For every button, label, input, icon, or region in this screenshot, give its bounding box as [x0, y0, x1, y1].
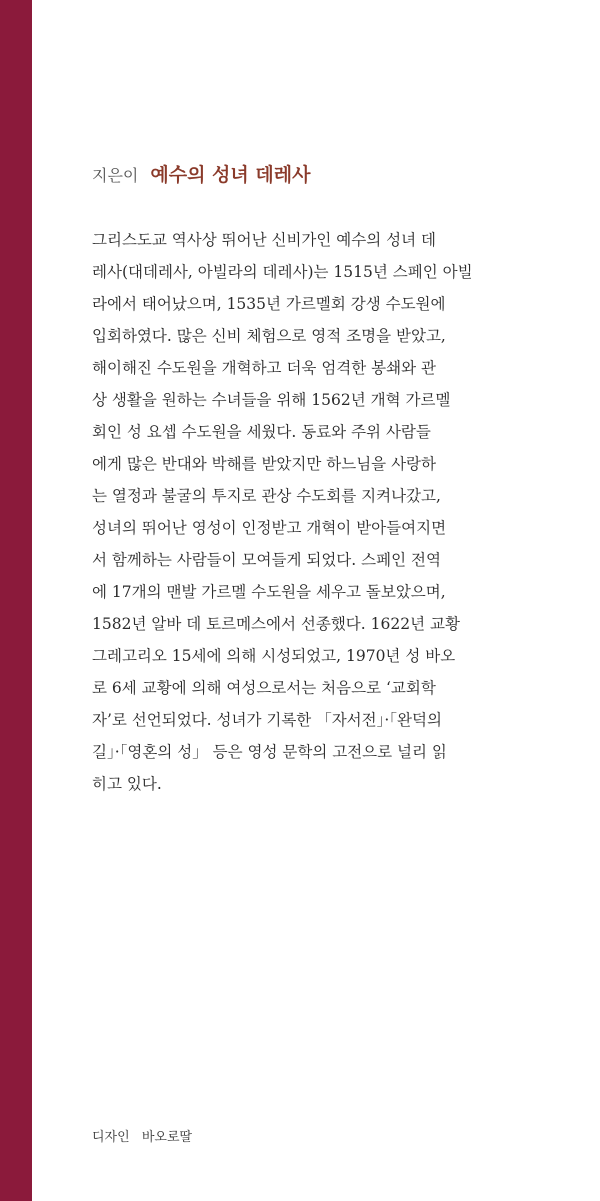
bio-line: 그레고리오 15세에 의해 시성되었고, 1970년 성 바오 [92, 647, 456, 665]
bio-line: 는 열정과 불굴의 투지로 관상 수도회를 지켜나갔고, [92, 487, 441, 505]
design-credit [92, 1126, 192, 1145]
bio-line: 길」·「영혼의 성」 등은 영성 문학의 고전으로 널리 읽 [92, 743, 447, 761]
bio-line: 상 생활을 원하는 수녀들을 위해 1562년 개혁 가르멜 [92, 391, 451, 409]
design-credit-label: 디자인 [92, 1130, 130, 1145]
bio-line: 입회하였다. 많은 신비 체험으로 영적 조명을 받았고, [92, 327, 446, 345]
bio-line: 로 6세 교황에 의해 여성으로서는 처음으로 ‘교회학 [92, 679, 436, 697]
design-credit-name: 바오로딸 [141, 1130, 193, 1145]
author-name: 예수의 성녀 데레사 [150, 164, 311, 186]
bio-line: 자’로 선언되었다. 성녀가 기록한 「자서전」·「완덕의 [92, 711, 442, 729]
bio-line: 서 함께하는 사람들이 모여들게 되었다. 스페인 전역 [92, 551, 441, 569]
bio-line: 라에서 태어났으며, 1535년 가르멜회 강생 수도원에 [92, 295, 446, 313]
bio-line: 에 17개의 맨발 가르멜 수도원을 세우고 돌보았으며, [92, 583, 446, 601]
bio-line: 회인 성 요셉 수도원을 세웠다. 동료와 주위 사람들 [92, 423, 431, 441]
author-label: 지은이 [92, 166, 139, 185]
bio-line: 그리스도교 역사상 뛰어난 신비가인 예수의 성녀 데 [92, 231, 436, 249]
bio-line: 레사(대데레사, 아빌라의 데레사)는 1515년 스페인 아빌 [92, 263, 473, 281]
bio-line: 해이해진 수도원을 개혁하고 더욱 엄격한 봉쇄와 관 [92, 359, 436, 377]
bio-line: 에게 많은 반대와 박해를 받았지만 하느님을 사랑하 [92, 455, 436, 473]
author-biography [92, 224, 532, 800]
bio-line: 히고 있다. [92, 775, 162, 793]
author-line [92, 160, 310, 187]
bio-line: 1582년 알바 데 토르메스에서 선종했다. 1622년 교황 [92, 615, 460, 633]
bio-line: 성녀의 뛰어난 영성이 인정받고 개혁이 받아들여지면 [92, 519, 447, 537]
book-spine-band [0, 0, 32, 1201]
